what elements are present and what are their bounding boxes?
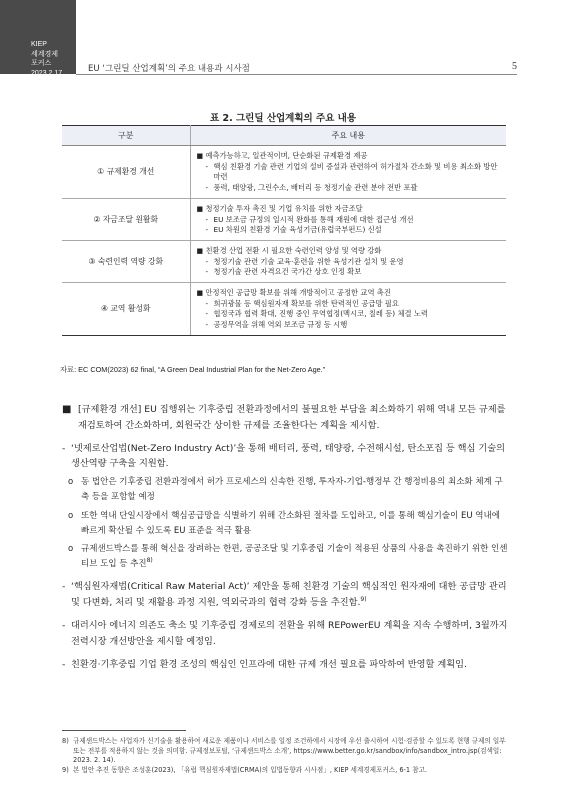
list-item: ■ 예측가능하고, 일관적이며, 단순화된 규제환경 제공 [196, 151, 368, 160]
circle-bullet-icon: o [68, 544, 74, 554]
list-item: - 핵심 친환경 기술 관련 기업의 설비 증설과 관련하여 허가절차 간소화 및 비용 최소화 방안 마련 [205, 161, 498, 182]
list-item: - 공정무역을 위해 역외 보조금 규정 등 시행 [205, 320, 348, 330]
dash-bullet: - [205, 214, 209, 224]
row-category: ④ 교역 활성화 [62, 283, 190, 336]
main-paragraph-text: [규제환경 개선] EU 집행위는 기후중립 전환과정에서의 불필요한 부담을 최소화하기 위해 역내 모든 규제를 재검토하여 간소화하며, 회원국간 상이한 규제를 조율한다는 계획을 제시함. [78, 404, 506, 431]
list-item: - 청정기술 관련 자격요건 국가간 상호 인정 확보 [205, 267, 362, 277]
list-item: ■ 친환경 산업 전환 시 필요한 숙련인력 양성 및 역량 강화 [196, 245, 382, 255]
dash-bullet: - [205, 225, 209, 235]
dash-bullet: - [205, 183, 209, 193]
table-row [62, 198, 506, 240]
content-table [62, 125, 506, 336]
report-badge [0, 0, 76, 77]
dash-bullet: - [205, 267, 209, 277]
body-section [62, 402, 508, 672]
dash-bullet: - [205, 298, 209, 308]
page-number: 5 [512, 61, 517, 72]
footnote [62, 766, 508, 776]
dash-paragraph-text: ‘핵심원자재법(Critical Raw Material Act)’ 제안을 통해 친환경 기술의 핵심적인 원자재에 대한 공급망 관리 및 다변화, 처리 및 재활용 과정 지원, 역외국과의 협력 강화 등을 추진함.$^{9)}$ [71, 581, 507, 609]
circle-paragraph-text: 동 법안은 기후중립 전환과정에서 허가 프로세스의 신속한 진행, 투자자-기업-행정부 간 행정비용의 최소화 체계 구축 등을 포함할 예정 [81, 477, 503, 503]
main-paragraph [62, 402, 508, 434]
circle-paragraph-text: 또한 역내 단일시장에서 핵심공급망을 식별하기 위해 간소화된 절차를 도입하고, 이를 통해 핵심기술이 EU 역내에 빠르게 확산될 수 있도록 EU 표준을 적극 활용 [81, 510, 500, 536]
list-item: - 풍력, 태양광, 그린수소, 배터리 등 청정기술 관련 분야 전반 포괄 [205, 183, 418, 193]
footnote-number: 8) [62, 737, 69, 745]
table-row [62, 240, 506, 282]
dash-bullet: - [205, 161, 209, 171]
badge-line: KIEP [31, 41, 47, 48]
list-item: - EU 보조금 규정의 일시적 완화를 통해 재원에 대한 접근성 개선 [205, 214, 414, 224]
list-item: - EU 차원의 친환경 기술 육성기금(유럽국부펀드) 신설 [205, 225, 382, 235]
dash-bullet: - [62, 581, 66, 593]
row-category: ③ 숙련인력 역량 강화 [62, 240, 190, 282]
dash-paragraph-text: 친환경·기후중립 기업 환경 조성의 핵심인 인프라에 대한 규제 개선 필요를 파악하여 반영할 계획임. [71, 658, 467, 670]
column-header: 구분 [62, 126, 190, 146]
list-item: ■ 안정적인 공급망 확보를 위해 개방적이고 공정한 교역 촉진 [196, 288, 391, 298]
square-bullet-icon: ■ [62, 404, 72, 415]
circle-paragraph-text: 규제샌드박스를 통해 혁신을 장려하는 한편, 공공조달 및 기후중립 기술이 적용된 상품의 사용을 촉진하기 위한 인센티브 도입 등 추진$^{8)}$ [81, 544, 508, 570]
row-contents [190, 240, 506, 282]
circle-paragraph [62, 475, 508, 505]
circle-paragraph [62, 509, 508, 539]
dash-paragraph [62, 579, 508, 611]
circle-bullet-icon: o [68, 510, 74, 521]
header-rule [76, 74, 517, 75]
dash-bullet: - [62, 658, 66, 670]
table-header-row [62, 126, 506, 146]
list-item: - 협정국과 협력 확대, 진행 중인 무역협정(멕시코, 칠레 등) 체결 노력 [205, 309, 428, 319]
circle-paragraph [62, 542, 508, 572]
row-contents [190, 283, 506, 336]
footnote [62, 737, 508, 766]
dash-bullet: - [205, 309, 209, 319]
row-category: ② 자금조달 원활화 [62, 198, 190, 240]
square-bullet-icon: ■ [196, 246, 204, 255]
table-title: 표 2. 그린딜 산업계획의 주요 내용 [209, 113, 357, 124]
footnote-rule [62, 730, 186, 731]
dash-paragraph [62, 618, 508, 650]
badge-line: 세계경제 [31, 50, 59, 58]
dash-paragraph [62, 441, 508, 473]
row-contents [190, 146, 506, 199]
footnote-ref: 8) [146, 557, 153, 565]
dash-bullet: - [205, 256, 209, 266]
list-item: - 희귀광물 등 핵심원자재 확보를 위한 탄력적인 공급망 필요 [205, 298, 399, 308]
dash-bullet: - [62, 620, 66, 631]
square-bullet-icon: ■ [196, 152, 204, 160]
table-row [62, 283, 506, 336]
column-header: 주요 내용 [190, 126, 506, 146]
footnote-text: 본 법안 추진 동향은 조성훈(2023), 「유럽 핵심원자재법(CRMA)의 입법동향과 시사점」, KIEP 세계경제포커스, 6-1 참고. [73, 766, 428, 774]
footnote-text: 규제샌드박스는 사업자가 신기술을 활용하여 새로운 제품이나 서비스를 일정 조건하에서 시장에 우선 출시하여 시험·검증할 수 있도록 현행 규제의 일부 또는 전부를 적용하지 않는 것을 의미함. 규제정보포털, ‘규제샌드박스 소개’, https://www.better.go.kr/sandbox/info/sandbox_intro.jsp(검색일: 2023. 2. 14). [73, 737, 506, 765]
row-category: ① 규제환경 개선 [62, 146, 190, 199]
row-contents [190, 198, 506, 240]
square-bullet-icon: ■ [196, 204, 204, 213]
dash-paragraph-text: 대러시아 에너지 의존도 축소 및 기후중립 경제로의 전환을 위해 REPowerEU 계획을 지속 수행하며, 3월까지 전력시장 개선방안을 제시할 예정임. [71, 620, 508, 647]
square-bullet-icon: ■ [196, 289, 204, 298]
badge-line: 2023.2.17. [31, 69, 65, 77]
running-header-title: EU ‘그린딜 산업계획’의 주요 내용과 시사점 [88, 64, 250, 74]
footnote-ref: 9) [360, 596, 367, 604]
badge-line: 포커스 [31, 60, 52, 67]
table-source-note: 자료: EC COM(2023) 62 final, “A Green Deal Industrial Plan for the Net-Zero Age.” [60, 365, 326, 374]
dash-paragraph-text: ‘넷제로산업법(Net-Zero Industry Act)’을 통해 배터리, 풍력, 태양광, 수전해시설, 탄소포집 등 핵심 기술의 생산역량 구축을 지원함. [71, 442, 505, 470]
dash-paragraph [62, 657, 508, 673]
footnote-number: 9) [62, 766, 69, 774]
circle-bullet-icon: o [68, 477, 74, 488]
list-item: - 청정기술 관련 기술 교육·훈련을 위한 육성기관 설치 및 운영 [205, 256, 404, 266]
table-row [62, 146, 506, 199]
dash-bullet: - [62, 442, 66, 454]
list-item: ■ 청정기술 투자 촉진 및 기업 유치를 위한 자금조달 [196, 203, 363, 213]
dash-bullet: - [205, 320, 209, 330]
